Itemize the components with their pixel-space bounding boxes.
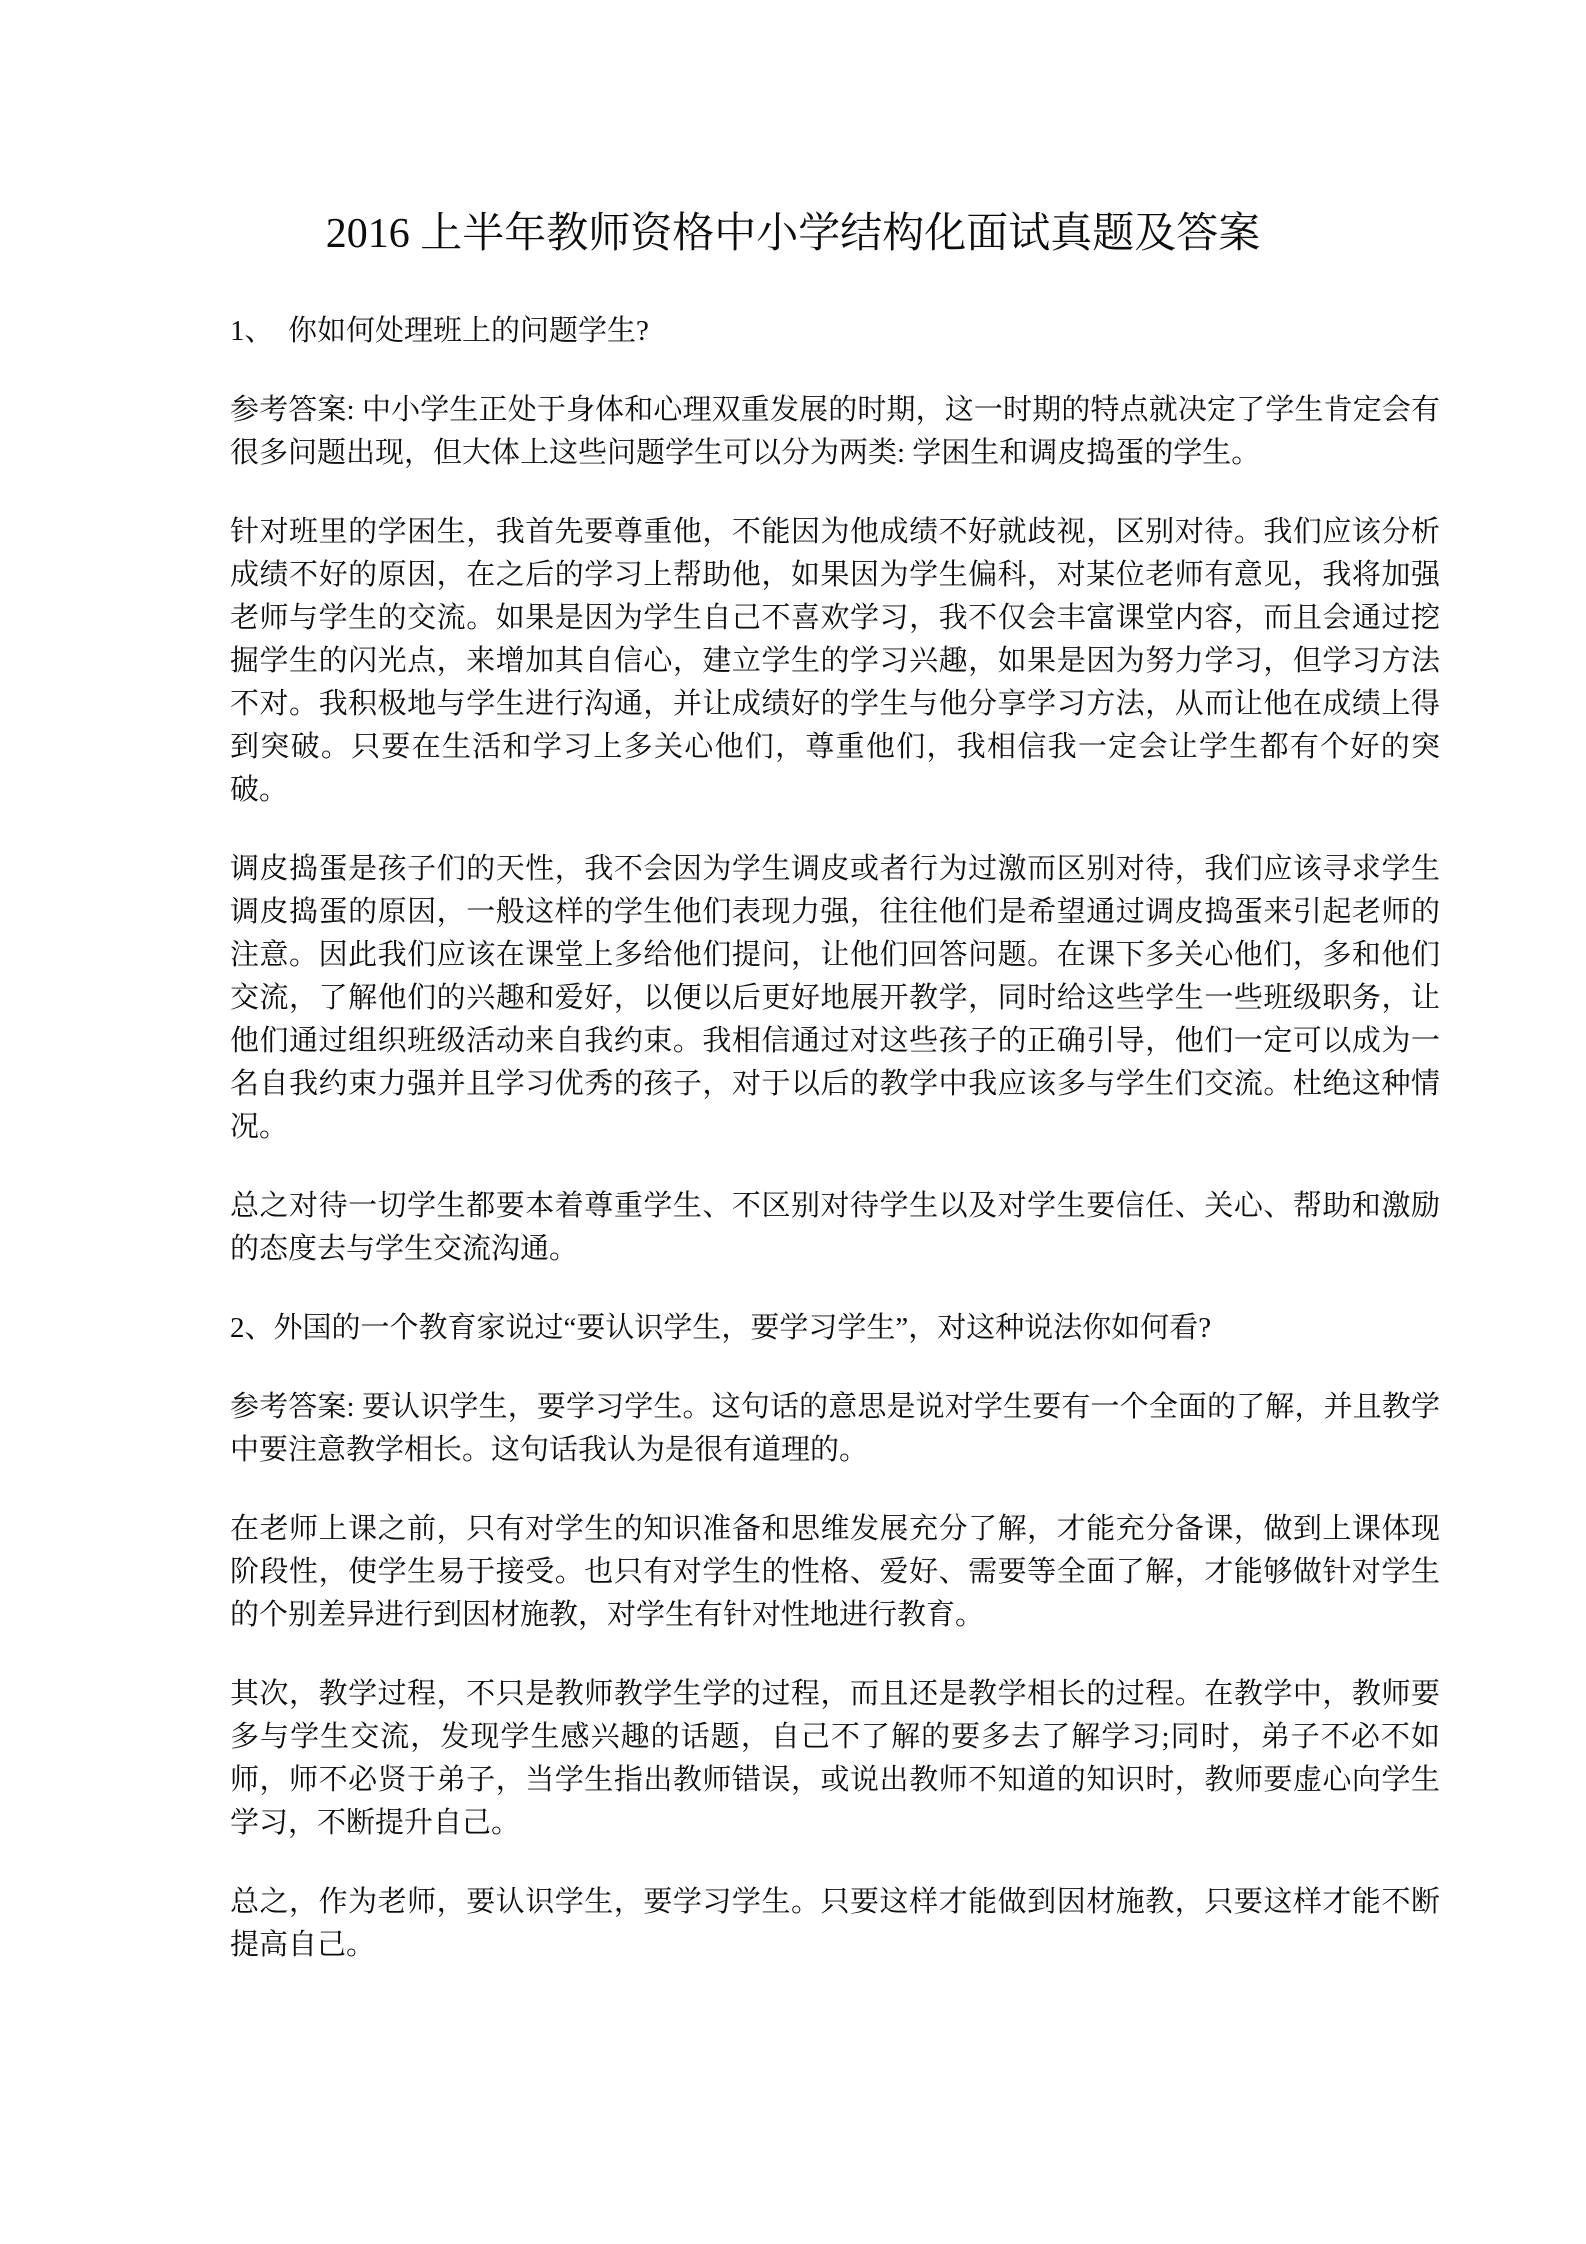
answer-2-paragraph-1: 参考答案: 要认识学生，要学习学生。这句话的意思是说对学生要有一个全面的了解，并且教学中要注意教学相长。这句话我认为是很有道理的。 [230, 1391, 1440, 1466]
question-1: 1、 你如何处理班上的问题学生? [230, 315, 649, 347]
answer-1-paragraph-1: 参考答案: 中小学生正处于身体和心理双重发展的时期，这一时期的特点就决定了学生肯定会有很多问题出现，但大体上这些问题学生可以分为两类: 学困生和调皮捣蛋的学生。 [230, 394, 1440, 469]
answer-1-paragraph-2: 针对班里的学困生，我首先要尊重他，不能因为他成绩不好就歧视，区别对待。我们应该分析成绩不好的原因，在之后的学习上帮助他，如果因为学生偏科，对某位老师有意见，我将加强老师与学生的交流。如果是因为学生自己不喜欢学习，我不仅会丰富课堂内容，而且会通过挖掘学生的闪光点，来增加其自信心，建立学生的学习兴趣，如果是因为努力学习，但学习方法不对。我积极地与学生进行沟通，并让成绩好的学生与他分享学习方法，从而让他在成绩上得到突破。只要在生活和学习上多关心他们，尊重他们，我相信我一定会让学生都有个好的突破。 [230, 516, 1440, 806]
answer-2-paragraph-3: 其次，教学过程，不只是教师教学生学的过程，而且还是教学相长的过程。在教学中，教师要多与学生交流，发现学生感兴趣的话题，自己不了解的要多去了解学习;同时，弟子不必不如师，师不必贤于弟子，当学生指出教师错误，或说出教师不知道的知识时，教师要虚心向学生学习，不断提升自己。 [230, 1678, 1440, 1839]
answer-2-paragraph-2: 在老师上课之前，只有对学生的知识准备和思维发展充分了解，才能充分备课，做到上课体现阶段性，使学生易于接受。也只有对学生的性格、爱好、需要等全面了解，才能够做针对学生的个别差异进行到因材施教，对学生有针对性地进行教育。 [230, 1513, 1440, 1631]
answer-1-paragraph-4: 总之对待一切学生都要本着尊重学生、不区别对待学生以及对学生要信任、关心、帮助和激励的态度去与学生交流沟通。 [230, 1190, 1440, 1265]
answer-1-paragraph-3: 调皮捣蛋是孩子们的天性，我不会因为学生调皮或者行为过激而区别对待，我们应该寻求学生调皮捣蛋的原因，一般这样的学生他们表现力强，往往他们是希望通过调皮捣蛋来引起老师的注意。因此我们应该在课堂上多给他们提问，让他们回答问题。在课下多关心他们，多和他们交流，了解他们的兴趣和爱好，以便以后更好地展开教学，同时给这些学生一些班级职务，让他们通过组织班级活动来自我约束。我相信通过对这些孩子的正确引导，他们一定可以成为一名自我约束力强并且学习优秀的孩子，对于以后的教学中我应该多与学生们交流。杜绝这种情况。 [230, 853, 1440, 1143]
question-2: 2、外国的一个教育家说过“要认识学生，要学习学生”，对这种说法你如何看? [230, 1312, 1212, 1344]
answer-2-paragraph-4: 总之，作为老师，要认识学生，要学习学生。只要这样才能做到因材施教，只要这样才能不断提高自己。 [230, 1886, 1440, 1961]
document-title: 2016 上半年教师资格中小学结构化面试真题及答案 [325, 211, 1261, 257]
